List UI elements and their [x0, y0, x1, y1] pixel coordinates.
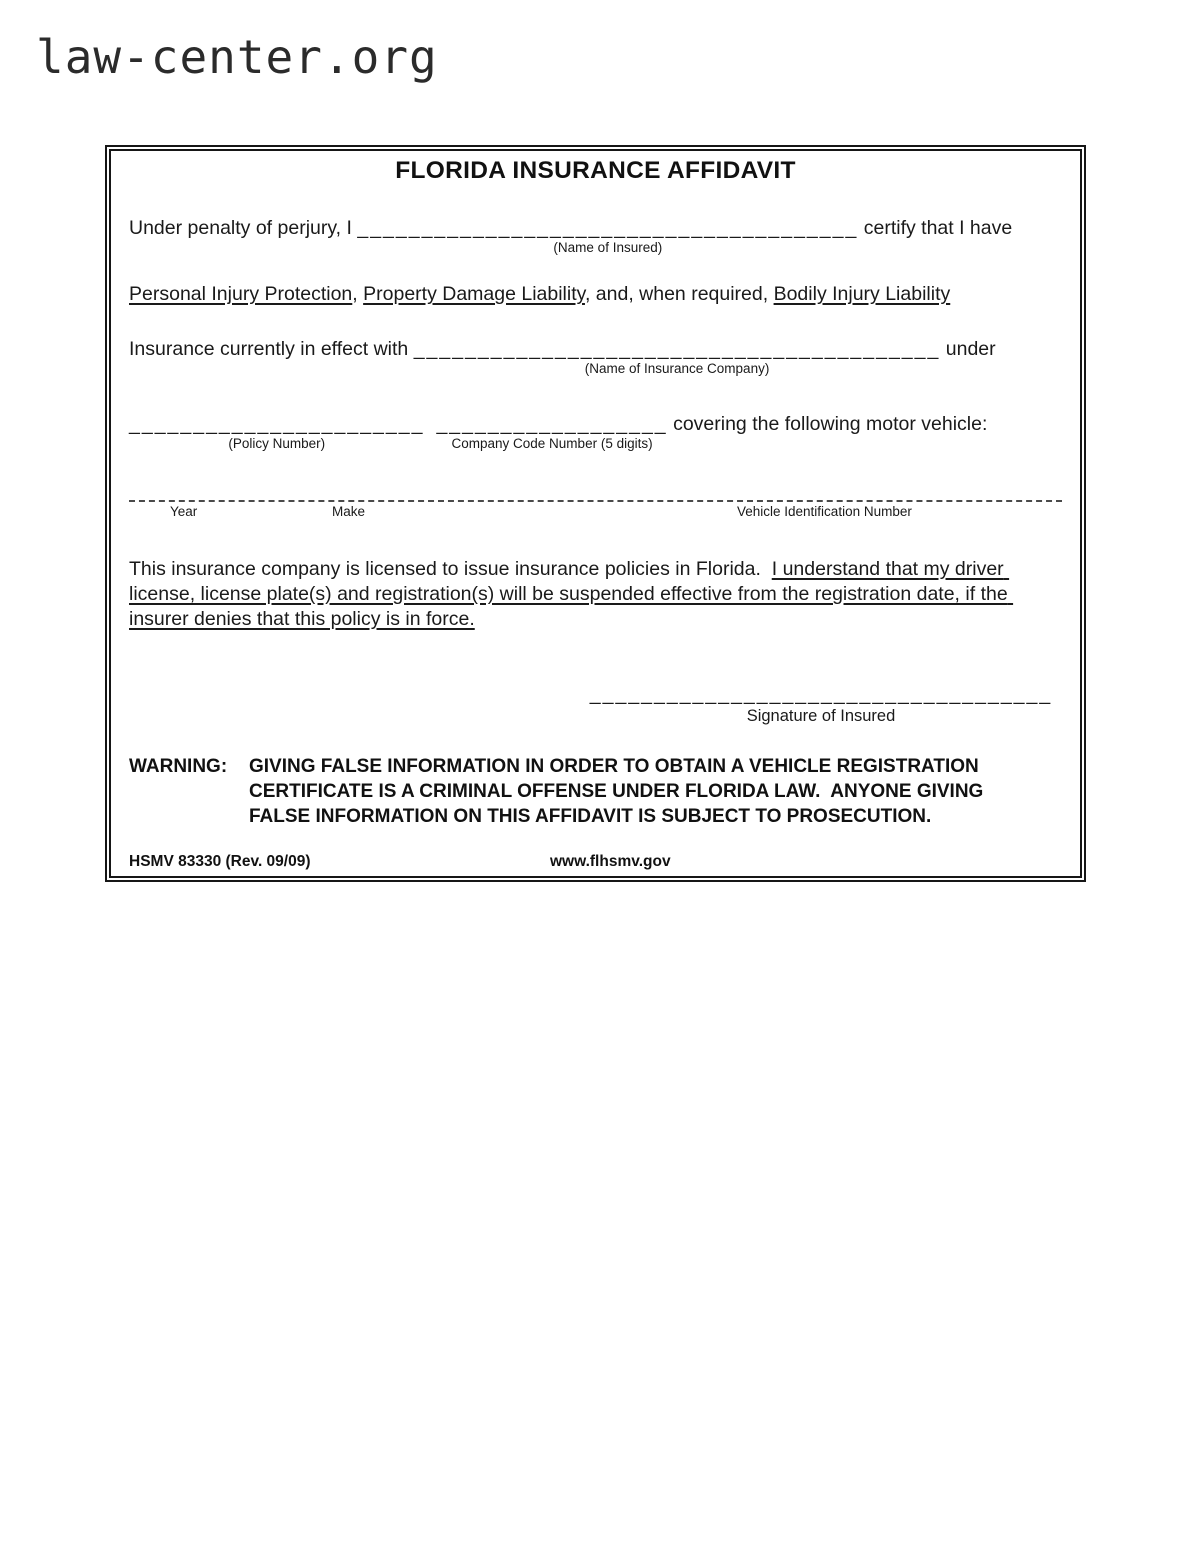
company-code-caption: Company Code Number (5 digits) [451, 436, 653, 451]
insurance-effect-prefix: Insurance currently in effect with [129, 338, 414, 360]
insurance-company-field [413, 337, 941, 376]
form-number: HSMV 83330 (Rev. 09/09) [129, 853, 311, 870]
signature-blank: ____________________________________ [589, 683, 1053, 705]
form-footer [129, 853, 1062, 873]
policy-line [129, 412, 1062, 451]
affidavit-form-box [105, 145, 1086, 882]
coverage-pip-text: Personal Injury Protection [129, 283, 353, 305]
company-code-blank: __________________ [436, 413, 668, 435]
perjury-line-prefix: Under penalty of perjury, I [129, 217, 358, 239]
coverage-bil-text: Bodily Injury Liability [773, 283, 951, 305]
policy-number-caption: (Policy Number) [228, 436, 326, 451]
insurance-effect-suffix: under [940, 338, 996, 360]
coverage-separator-2: , and, when required, [584, 283, 774, 305]
name-of-insured-blank: _______________________________________ [357, 217, 859, 239]
perjury-line [129, 216, 1062, 255]
covering-vehicle-text: covering the following motor vehicle: [667, 413, 988, 435]
website-url: www.flhsmv.gov [550, 853, 671, 870]
make-label: Make [332, 504, 366, 519]
warning-text: GIVING FALSE INFORMATION IN ORDER TO OBTAIN A VEHICLE REGISTRATION CERTIFICATE IS A CRIMINAL OFFENSE UNDER FLORIDA LAW. ANYONE GIVING FALSE INFORMATION ON THIS AFFIDAVIT IS SUBJECT TO PROSECUTION. [249, 756, 989, 827]
insurance-company-blank: _________________________________________ [413, 338, 941, 360]
policy-number-field [129, 412, 425, 451]
year-label: Year [170, 504, 198, 519]
name-of-insured-caption: (Name of Insured) [553, 240, 663, 255]
warning-label: WARNING: [129, 756, 228, 777]
site-title: law-center.org [36, 30, 438, 84]
licensed-paragraph [129, 557, 1062, 632]
coverage-line [129, 282, 1062, 306]
warning-block [129, 754, 1062, 829]
coverage-pdl-text: Property Damage Liability [363, 283, 585, 305]
affidavit-form-box-inner [109, 149, 1082, 878]
insurance-effect-line [129, 337, 1062, 376]
name-of-insured-field [357, 216, 859, 255]
licensed-paragraph-underlined: I understand that my driver license, license plate(s) and registration(s) will be suspended effective from the registration date, if the insurer denies that this policy is in force. [129, 558, 1014, 630]
vehicle-info-blank-line [129, 500, 1062, 502]
insurance-company-caption: (Name of Insurance Company) [584, 361, 770, 376]
company-code-field [436, 412, 668, 451]
vin-label: Vehicle Identification Number [737, 504, 912, 519]
perjury-line-suffix: certify that I have [858, 217, 1013, 239]
licensed-paragraph-normal: This insurance company is licensed to issue insurance policies in Florida. [129, 558, 772, 580]
policy-number-blank: _______________________ [129, 413, 425, 435]
form-title: FLORIDA INSURANCE AFFIDAVIT [395, 157, 796, 184]
coverage-separator-1: , [352, 283, 364, 305]
signature-caption: Signature of Insured [746, 707, 896, 725]
vehicle-labels-row [129, 504, 1062, 524]
signature-block [586, 682, 1056, 726]
